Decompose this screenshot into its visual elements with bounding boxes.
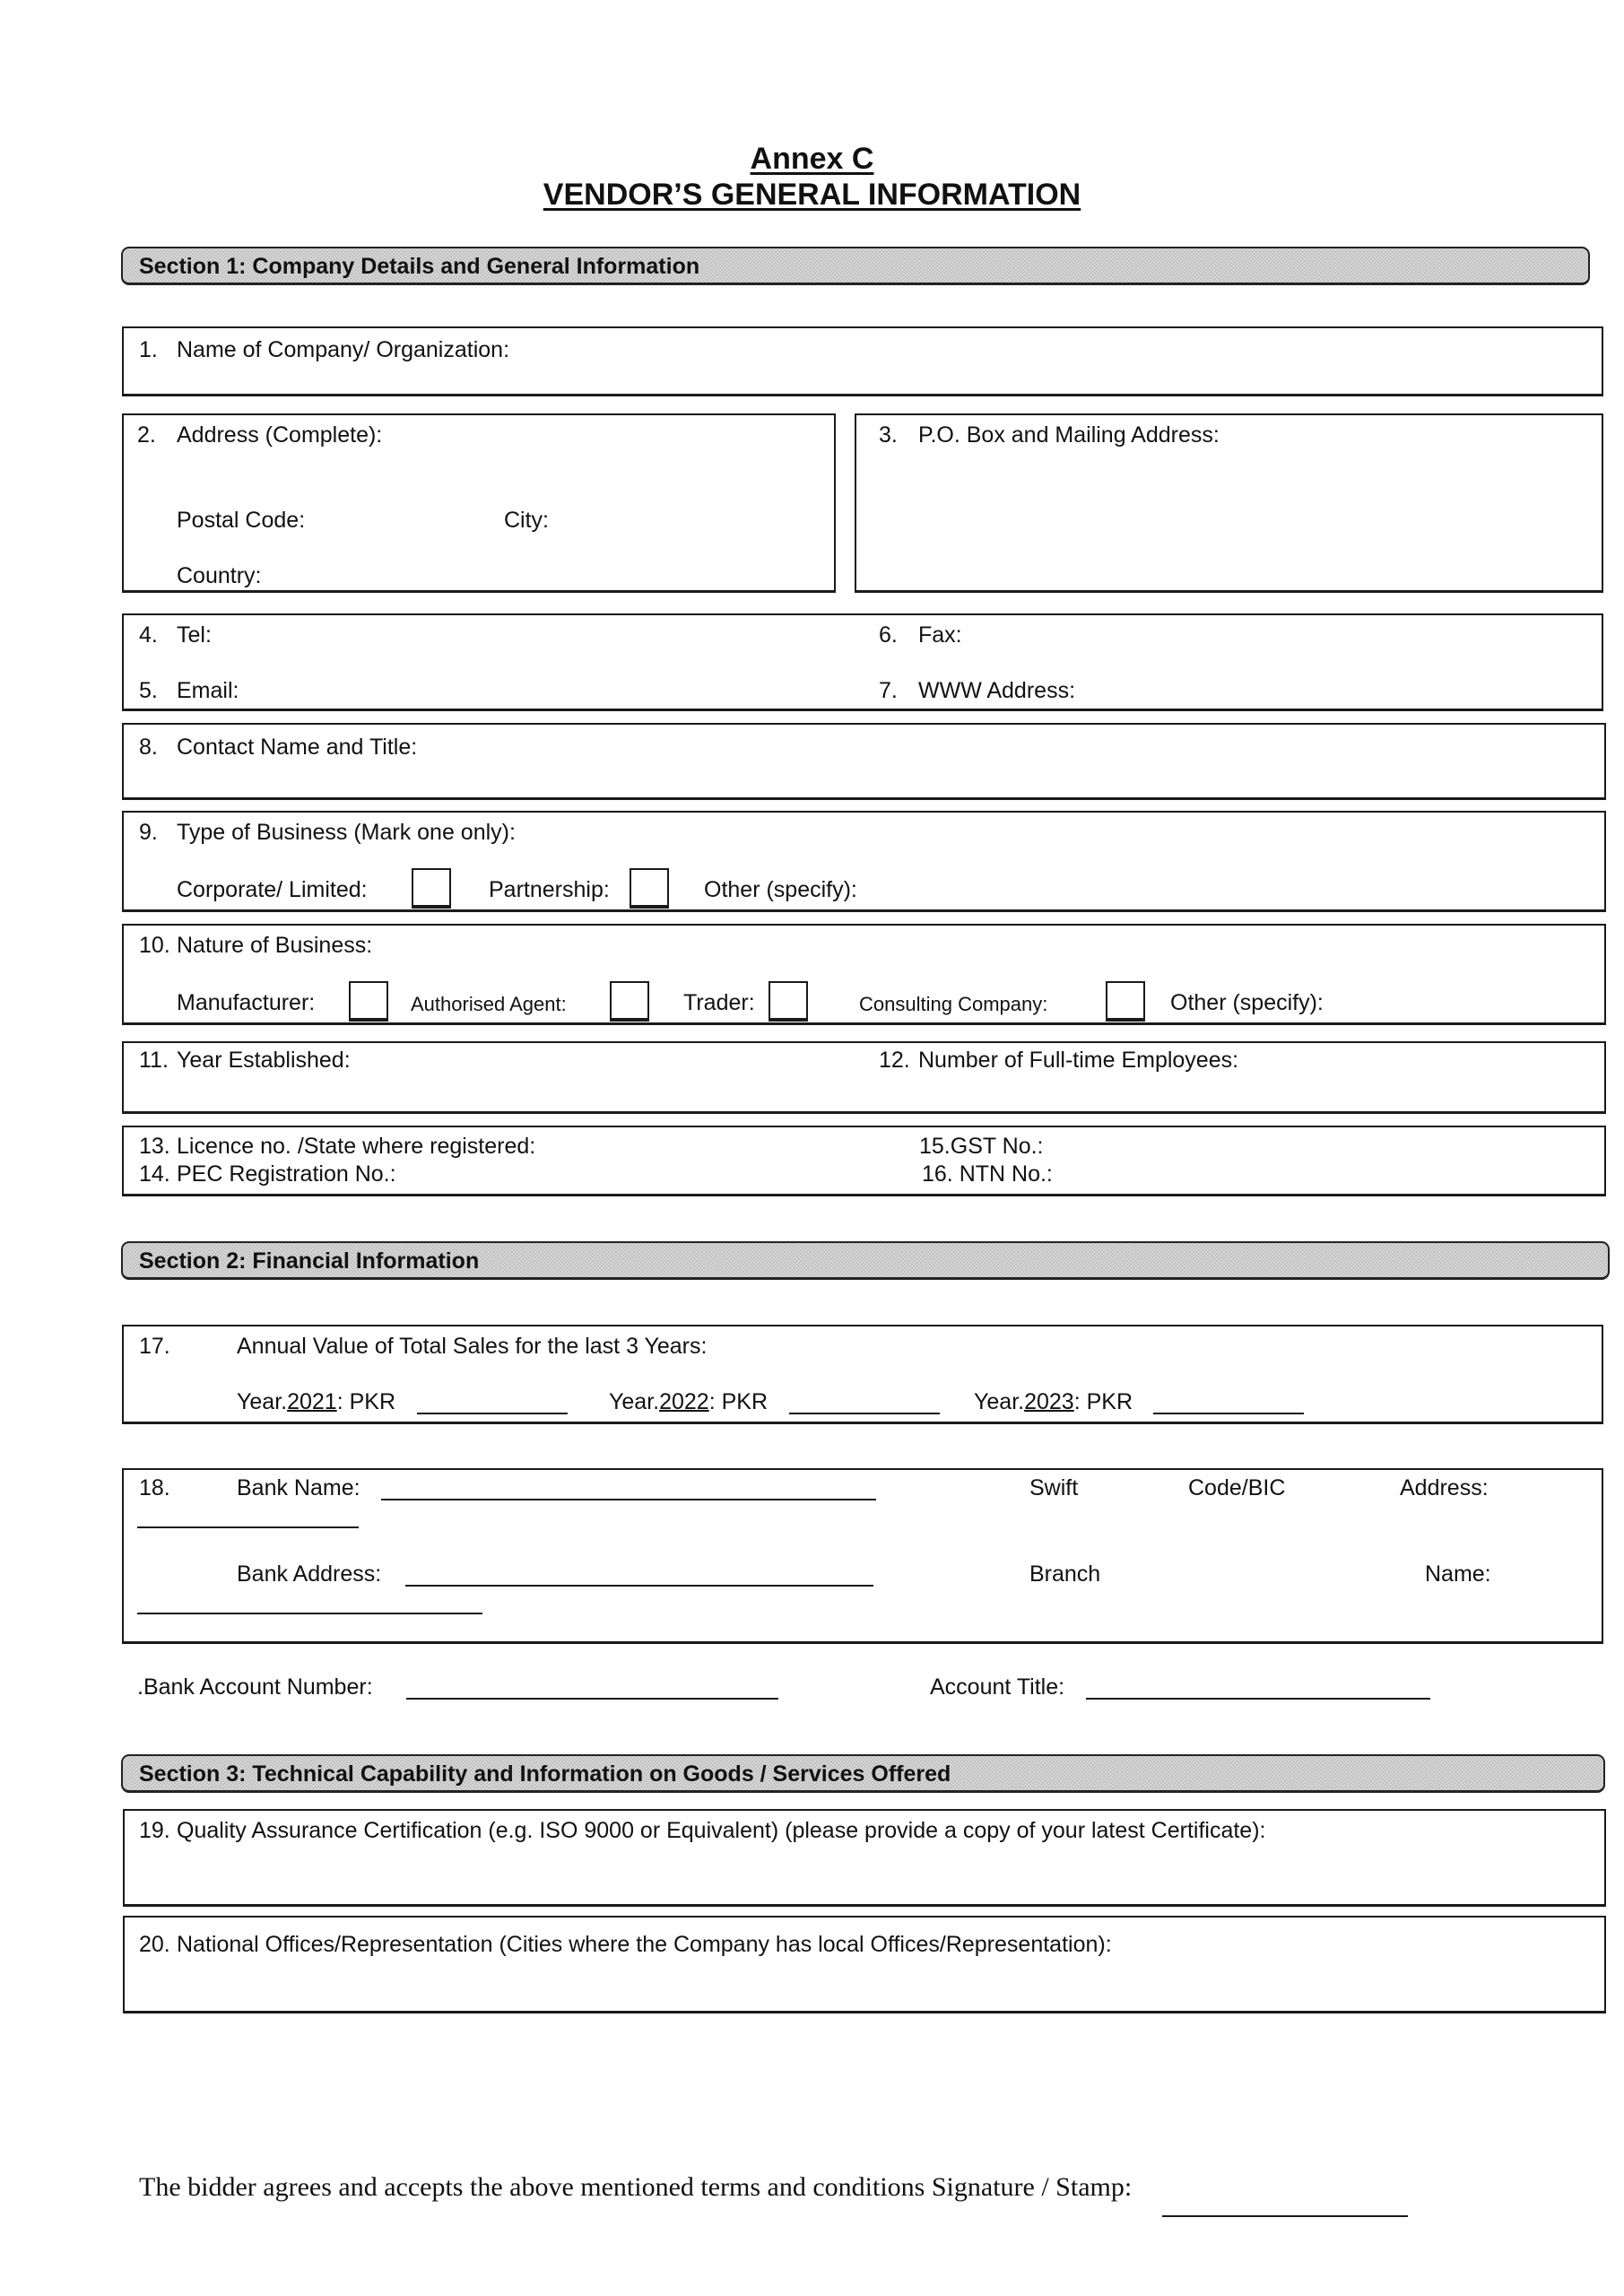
- checkbox-manufacturer[interactable]: [349, 981, 388, 1022]
- q7-number: 7.: [879, 678, 898, 703]
- annex-label: Annex C: [750, 142, 874, 176]
- sales-2022-input-line[interactable]: [789, 1413, 940, 1414]
- section-2-header: [121, 1241, 1610, 1280]
- bank-address-input-line[interactable]: [405, 1585, 873, 1587]
- bank-address-label: Bank Address:: [237, 1561, 382, 1587]
- q1-label: Name of Company/ Organization:: [177, 337, 510, 362]
- q2-label: Address (Complete):: [177, 422, 383, 448]
- q4-label: Tel:: [177, 622, 212, 648]
- option-trader-label: Trader:: [683, 990, 755, 1015]
- checkbox-trader[interactable]: [769, 981, 808, 1022]
- q14-label: PEC Registration No.:: [177, 1161, 396, 1187]
- q5-number: 5.: [139, 678, 158, 703]
- q10-number: 10.: [139, 933, 170, 958]
- q1-number: 1.: [139, 337, 158, 362]
- branch-name-input-line[interactable]: [137, 1613, 482, 1614]
- section-3-header: [121, 1754, 1605, 1793]
- branch-name-label: Name:: [1425, 1561, 1491, 1587]
- q10-label: Nature of Business:: [177, 933, 373, 958]
- q13-number: 13.: [139, 1134, 170, 1159]
- signature-input-line[interactable]: [1162, 2215, 1408, 2217]
- checkbox-corporate[interactable]: [412, 868, 451, 909]
- business-type-other-label: Other (specify):: [704, 877, 857, 902]
- q6-number: 6.: [879, 622, 898, 648]
- q20-number: 20.: [139, 1932, 170, 1957]
- q13-label: Licence no. /State where registered:: [177, 1134, 536, 1159]
- q16-label: 16. NTN No.:: [922, 1161, 1053, 1187]
- bank-name-label: Bank Name:: [237, 1475, 360, 1500]
- q8-number: 8.: [139, 735, 158, 760]
- section-2-title: Section 2: Financial Information: [139, 1248, 480, 1274]
- sales-2021-input-line[interactable]: [417, 1413, 568, 1414]
- swift-code-input-line[interactable]: [137, 1526, 359, 1528]
- q19-label: Quality Assurance Certification (e.g. ISO 9000 or Equivalent) (please provide a copy of your latest Certificate):: [177, 1818, 1266, 1843]
- q8-label: Contact Name and Title:: [177, 735, 418, 760]
- q12-label: Number of Full-time Employees:: [918, 1048, 1239, 1073]
- branch-label: Branch: [1029, 1561, 1101, 1587]
- code-bic-label: Code/BIC: [1188, 1475, 1286, 1500]
- q6-label: Fax:: [918, 622, 962, 648]
- q4-number: 4.: [139, 622, 158, 648]
- q19-number: 19.: [139, 1818, 170, 1843]
- q3-label: P.O. Box and Mailing Address:: [918, 422, 1220, 448]
- section-1-title: Section 1: Company Details and General Information: [139, 254, 700, 279]
- footer-agreement-text: The bidder agrees and accepts the above mentioned terms and conditions Signature / Stamp:: [139, 2172, 1133, 2202]
- checkbox-consulting[interactable]: [1106, 981, 1145, 1022]
- section-3-title: Section 3: Technical Capability and Information on Goods / Services Offered: [139, 1761, 951, 1787]
- bank-account-number-input-line[interactable]: [406, 1698, 778, 1700]
- option-partnership-label: Partnership:: [489, 877, 610, 902]
- bank-name-input-line[interactable]: [381, 1499, 876, 1500]
- option-corporate-label: Corporate/ Limited:: [177, 877, 368, 902]
- q12-number: 12.: [879, 1048, 910, 1073]
- q3-number: 3.: [879, 422, 898, 448]
- q5-label: Email:: [177, 678, 239, 703]
- field-national-offices[interactable]: [123, 1916, 1606, 2013]
- q2-number: 2.: [137, 422, 156, 448]
- field-contact-details[interactable]: [122, 613, 1603, 711]
- postal-code-label: Postal Code:: [177, 508, 306, 533]
- account-title-input-line[interactable]: [1086, 1698, 1430, 1700]
- account-title-label: Account Title:: [930, 1674, 1065, 1700]
- checkbox-partnership[interactable]: [630, 868, 669, 909]
- option-authorised-agent-label: Authorised Agent:: [411, 993, 567, 1015]
- q7-label: WWW Address:: [918, 678, 1076, 703]
- sales-year-2021: Year.2021: PKR: [237, 1389, 396, 1414]
- option-manufacturer-label: Manufacturer:: [177, 990, 316, 1015]
- q17-number: 17.: [139, 1334, 170, 1359]
- q11-number: 11.: [139, 1048, 169, 1073]
- swift-address-label: Address:: [1400, 1475, 1489, 1500]
- nature-other-label: Other (specify):: [1170, 990, 1324, 1015]
- sales-2023-input-line[interactable]: [1153, 1413, 1304, 1414]
- q9-label: Type of Business (Mark one only):: [177, 820, 516, 845]
- bank-account-number-label: .Bank Account Number:: [137, 1674, 373, 1700]
- q17-label: Annual Value of Total Sales for the last 3 Years:: [237, 1334, 708, 1359]
- q15-label: 15.GST No.:: [919, 1134, 1044, 1159]
- country-label: Country:: [177, 563, 262, 588]
- sales-year-2023: Year.2023: PKR: [974, 1389, 1133, 1414]
- q9-number: 9.: [139, 820, 158, 845]
- city-label: City:: [504, 508, 549, 533]
- q11-label: Year Established:: [177, 1048, 351, 1073]
- checkbox-authorised-agent[interactable]: [610, 981, 649, 1022]
- sales-year-2022: Year.2022: PKR: [609, 1389, 769, 1414]
- q20-label: National Offices/Representation (Cities where the Company has local Offices/Representation):: [177, 1932, 1112, 1957]
- swift-label: Swift: [1029, 1475, 1079, 1500]
- q18-number: 18.: [139, 1475, 170, 1500]
- q14-number: 14.: [139, 1161, 170, 1187]
- option-consulting-label: Consulting Company:: [859, 993, 1048, 1015]
- section-1-header: [121, 247, 1590, 285]
- page-title: VENDOR’S GENERAL INFORMATION: [543, 178, 1081, 212]
